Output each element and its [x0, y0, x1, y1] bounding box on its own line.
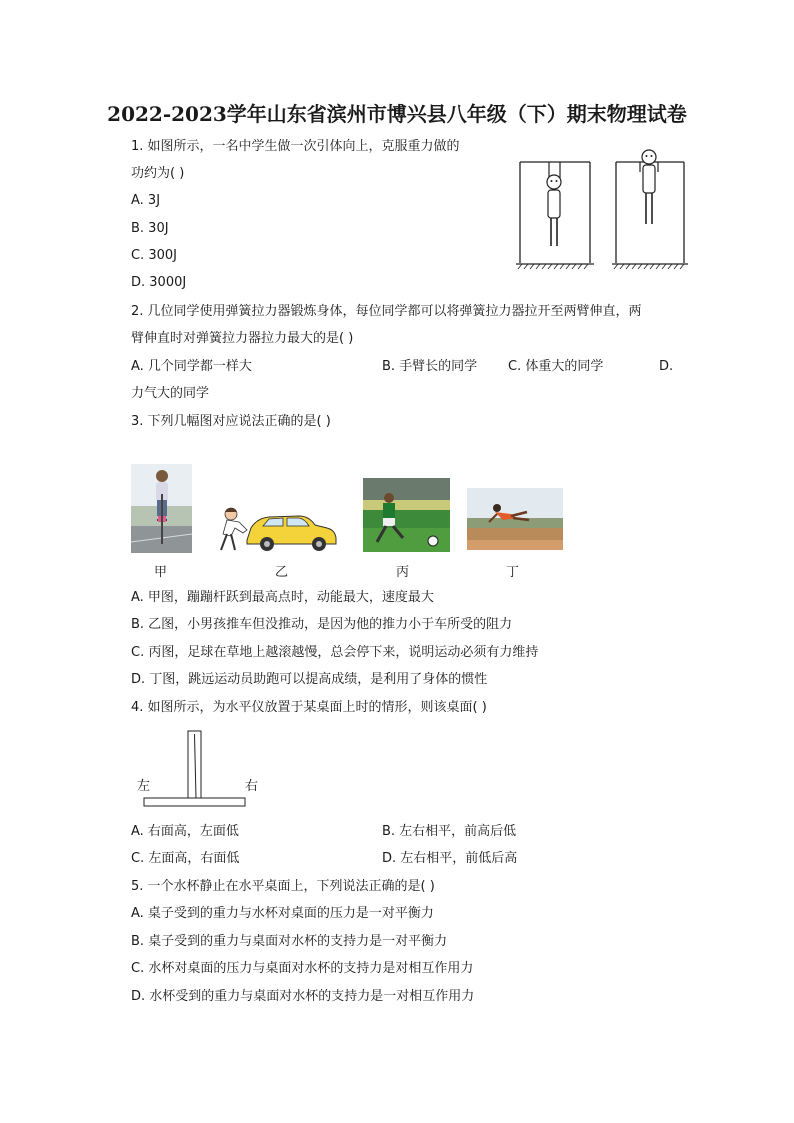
q1-option-a: A. 3J	[131, 193, 161, 208]
q1-stem-line1: 1. 如图所示，一名中学生做一次引体向上，克服重力做的	[131, 139, 460, 154]
page-title: 2022-2023学年山东省滨州市博兴县八年级（下）期末物理试卷	[107, 102, 687, 126]
q5-option-d: D. 水杯受到的重力与桌面对水杯的支持力是一对相互作用力	[131, 989, 475, 1004]
q5-option-b: B. 桌子受到的重力与桌面对水杯的支持力是一对平衡力	[131, 934, 448, 949]
q3-option-c: C. 丙图，足球在草地上越滚越慢，总会停下来，说明运动必须有力维持	[131, 645, 539, 660]
q1-option-d: D. 3000J	[131, 275, 187, 290]
q4-option-c: C. 左面高，右面低	[131, 851, 240, 866]
photo-football	[363, 478, 450, 552]
photo-pogo-stick	[131, 464, 192, 553]
q2-option-b: B. 手臂长的同学	[382, 359, 478, 374]
q1-option-c: C. 300J	[131, 248, 177, 263]
q4-stem: 4. 如图所示，为水平仪放置于某桌面上时的情形，则该桌面( )	[131, 700, 487, 715]
caption-ding: 丁	[506, 565, 520, 580]
q1-stem-line2: 功约为( )	[131, 166, 185, 181]
q2-stem-line1: 2. 几位同学使用弹簧拉力器锻炼身体，每位同学都可以将弹簧拉力器拉开至两臂伸直，两	[131, 304, 642, 319]
pull-up-figure	[512, 148, 692, 270]
q2-option-d-cont: 力气大的同学	[131, 386, 210, 401]
q3-stem: 3. 下列几幅图对应说法正确的是( )	[131, 414, 331, 429]
q3-option-a: A. 甲图，蹦蹦杆跃到最高点时，动能最大，速度最大	[131, 590, 434, 605]
q3-option-b: B. 乙图，小男孩推车但没推动，是因为他的推力小于车所受的阻力	[131, 617, 513, 632]
level-instrument-figure	[143, 730, 247, 808]
q5-option-c: C. 水杯对桌面的压力与桌面对水杯的支持力是对相互作用力	[131, 961, 474, 976]
q1-option-b: B. 30J	[131, 221, 169, 236]
caption-yi: 乙	[275, 565, 289, 580]
q2-option-a: A. 几个同学都一样大	[131, 359, 252, 374]
q2-option-d: D.	[659, 359, 674, 374]
caption-bing: 丙	[396, 565, 410, 580]
illustration-boy-pushing-car	[217, 500, 340, 554]
caption-jia: 甲	[154, 565, 168, 580]
q4-option-d: D. 左右相平，前低后高	[382, 851, 518, 866]
q5-stem: 5. 一个水杯静止在水平桌面上，下列说法正确的是( )	[131, 879, 435, 894]
q3-option-d: D. 丁图，跳远运动员助跑可以提高成绩，是利用了身体的惯性	[131, 672, 488, 687]
q2-option-c: C. 体重大的同学	[508, 359, 604, 374]
q4-option-b: B. 左右相平，前高后低	[382, 824, 517, 839]
q5-option-a: A. 桌子受到的重力与水杯对桌面的压力是一对平衡力	[131, 906, 434, 921]
photo-long-jump	[467, 488, 563, 550]
label-left: 左	[137, 779, 151, 794]
q4-option-a: A. 右面高，左面低	[131, 824, 239, 839]
label-right: 右	[245, 779, 259, 794]
q2-stem-line2: 臂伸直时对弹簧拉力器拉力最大的是( )	[131, 331, 354, 346]
